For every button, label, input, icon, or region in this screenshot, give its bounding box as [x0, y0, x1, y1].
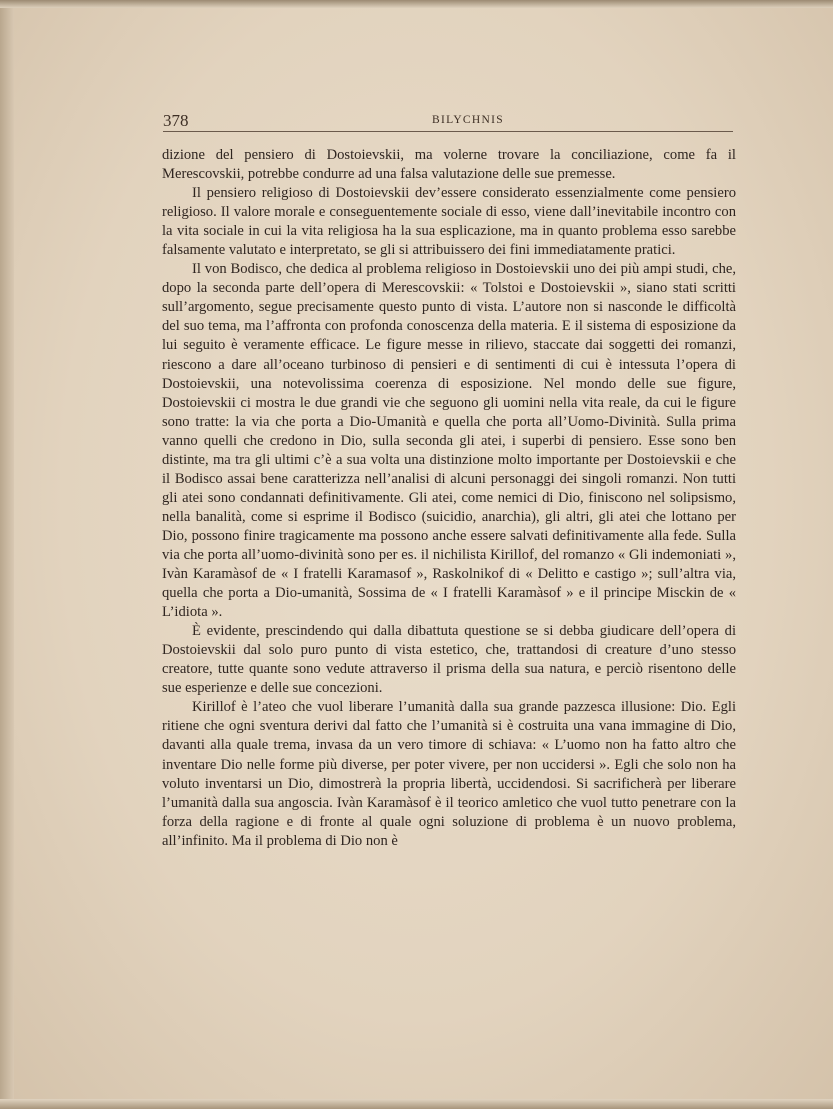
paragraph-continued: dizione del pensiero di Dostoievskii, ma volerne trovare la conciliazione, come fa il Merescovskii, potrebbe condurre ad una falsa valutazione delle sue premesse.	[162, 147, 736, 183]
paragraph: Il pensiero religioso di Dostoievskii dev’essere considerato essenzialmente come pensiero religioso. Il valore morale e conseguentemente sociale di esso, viene dall’inevitabile incontro con la vita sociale in cui la vita religiosa ha la sua esplicazione, ma in quanto problema esso sarebbe falsamente valutato e interpretato, se gli si attribuissero dei fini immediatamente pratici.	[162, 185, 736, 259]
header-rule	[163, 131, 733, 132]
paragraph: Il von Bodisco, che dedica al problema religioso in Dostoievskii uno dei più ampi studi, che, dopo la seconda parte dell’opera di Merescovskii: « Tolstoi e Dostoievskii », siano stati scritti sull’argomento, segue precisamente questo punto di vista. L’autore non si nasconde le difficoltà del suo tema, ma l’affronta con profonda conoscenza della materia. E il sistema di esposizione da lui seguito è veramente efficace. Le figure messe in rilievo, staccate dai soggetti dei romanzi, riescono a dare all’oceano turbinoso di pensieri e di sentimenti di cui è intessuta l’opera di Dostoievskii, una notevolissima coerenza di esposizione. Nel mondo delle sue figure, Dostoievskii ci mostra le due grandi vie che seguono gli uomini nella vita reale, da cui le figure sono tratte: la via che porta a Dio-Umanità e quella che porta all’Uomo-Divinità. Sulla prima vanno quelli che credono in Dio, sulla seconda gli atei, i superbi di pensiero. Esse sono ben distinte, ma tra gli ultimi c’è a sua volta una distinzione molto importante per Dostoievskii e che il Bodisco assai bene caratterizza nell’analisi di alcuni personaggi dei singoli romanzi. Non tutti gli atei sono condannati definitivamente. Gli atei, come nemici di Dio, finiscono nel solipsismo, nella banalità, come si esprime il Bodisco (suicidio, anarchia), gli altri, gli atei che lottano per Dio, possono finire tragicamente ma possono anche essere salvati definitivamente alla fede. Sulla via che porta all’uomo-divinità sono per es. il nichilista Kirillof, del romanzo « Gli indemoniati », Ivàn Karamàsof de « I fratelli Karamasof », Raskolnikof di « Delitto e castigo »; sull’altra via, quella che porta a Dio-umanità, Sossima de « I fratelli Karamàsof » e il principe Misckin de « L’idiota ».	[162, 261, 736, 621]
journal-title: BILYCHNIS	[432, 114, 504, 126]
page-bottom-edge	[0, 1099, 833, 1109]
page-number: 378	[163, 111, 189, 130]
page-top-edge	[0, 0, 833, 8]
paragraph: È evidente, prescindendo qui dalla dibattuta questione se si debba giudicare dell’opera di Dostoievskii dal solo puro punto di vista estetico, che, trattandosi di creature d’uno stesso creatore, tutte quante sono vedute attraverso il prisma della sua natura, e perciò risentono delle sue esperienze e delle sue concezioni.	[162, 623, 736, 697]
paragraph: Kirillof è l’ateo che vuol liberare l’umanità dalla sua grande pazzesca illusione: Dio. Egli ritiene che ogni sventura derivi dal fatto che l’umanità si è costruita una vana immagine di Dio, davanti alla quale trema, invasa da un vero timore di schiava: « L’uomo non ha fatto altro che inventare Dio nelle forme più diverse, per poter vivere, per non uccidersi ». Egli che solo non ha voluto inventarsi un Dio, dimostrerà la propria libertà, uccidendosi. Si sacrificherà per liberare l’umanità dalla sua angoscia. Ivàn Karamàsof è il teorico amletico che vuol tutto penetrare con la forza della ragione e di fronte al quale ogni soluzione di problema è un nuovo problema, all’infinito. Ma il problema di Dio non è	[162, 699, 736, 849]
body-text	[162, 146, 736, 851]
page-left-edge	[0, 0, 14, 1109]
